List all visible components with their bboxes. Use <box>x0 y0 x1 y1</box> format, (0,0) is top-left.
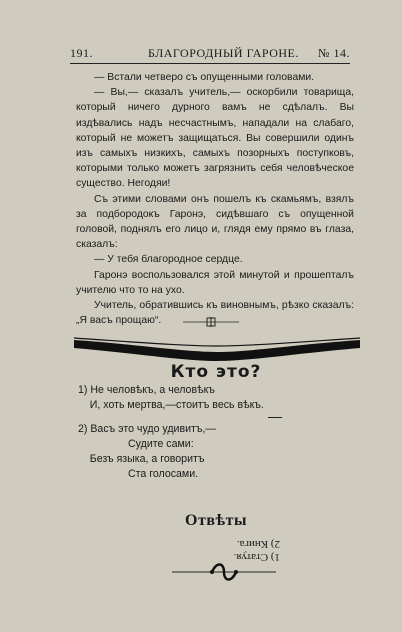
riddle-line: Ста голосами. <box>78 468 199 480</box>
riddle-line: Судите сами: <box>78 438 194 450</box>
story-paragraph: Гаронэ воспользовался этой минутой и прошепталъ учителю что то на ухо. <box>76 269 354 296</box>
story-paragraph: — Встали четверо съ опущенными головами. <box>94 72 315 83</box>
riddle-text <box>78 383 358 482</box>
page-number: 191. <box>70 46 93 60</box>
bottom-flourish-ornament <box>172 560 276 584</box>
answers-title: Отвѣты <box>185 512 247 529</box>
small-divider-ornament <box>183 317 239 327</box>
story-text <box>76 70 354 328</box>
decorative-wave-band <box>74 334 360 364</box>
header-rule <box>70 63 350 64</box>
answer-item: 2) Книга. <box>236 538 280 550</box>
riddle-line: И, хоть мертва,—стоитъ весь вѣкъ. <box>78 399 264 411</box>
issue-number: № 14. <box>318 46 350 60</box>
story-paragraph: — Вы,— сказалъ учитель,— оскорбили товарища, который ничего дурного вамъ не сдѣлалъ. Вы издѣвались надъ несчастнымъ, нападали на слабаго, который не можетъ защищаться. Вы совершили одинъ изъ самыхъ низкихъ, самыхъ позорныхъ поступковъ, которыми только можетъ загрязнить себя человѣческое существо. Негодяи! <box>76 87 354 190</box>
story-paragraph: Съ этими словами онъ пошелъ къ скамьямъ, взялъ за подбородокъ Гаронэ, сидѣвшаго съ опущенной головой, поднялъ его лицо и, глядя ему прямо въ глаза, сказалъ: <box>76 193 354 251</box>
running-header <box>70 42 350 62</box>
story-paragraph: Учитель, обратившись къ виновнымъ, рѣзко сказалъ: „Я васъ прощаю“. <box>76 300 354 327</box>
story-paragraph: — У тебя благородное сердце. <box>94 254 243 266</box>
riddle-title: Кто это? <box>170 362 262 382</box>
riddle-line: Безъ языка, а говоритъ <box>78 453 205 465</box>
riddle-line: 2) Васъ это чудо удивитъ,— <box>78 423 217 435</box>
riddle-separator <box>268 417 282 418</box>
answer-item: 1) Статуя. <box>233 551 280 563</box>
riddle-line: 1) Не человѣкъ, а человѣкъ <box>78 384 215 396</box>
journal-title: БЛАГОРОДНЫЙ ГАРОНЕ. <box>148 46 299 60</box>
